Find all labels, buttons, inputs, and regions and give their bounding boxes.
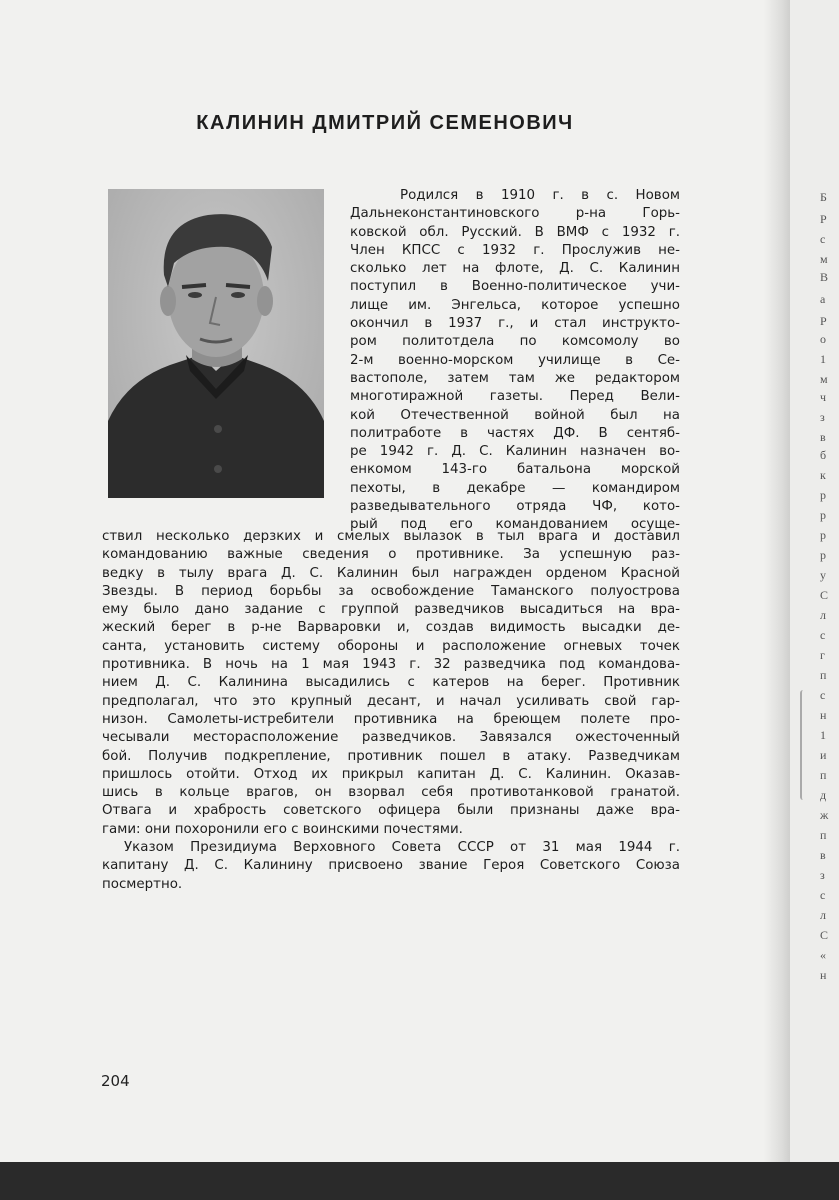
adjacent-page-fragment: С	[820, 588, 829, 602]
adjacent-page-fragment: Б	[820, 190, 827, 204]
biography-column	[350, 187, 680, 535]
text-line: ром политотдела по комсомолу во	[350, 334, 680, 350]
adjacent-page-fragment: р	[820, 548, 826, 562]
adjacent-page-fragment: н	[820, 708, 827, 722]
text-line: командованию важные сведения о противнике. За успешную раз-	[102, 547, 680, 563]
adjacent-page-fragment: ж	[820, 808, 829, 822]
text-line: енкомом 143-го батальона морской	[350, 462, 680, 478]
adjacent-page-fragment: з	[820, 868, 825, 882]
text-line: вастополе, затем там же редактором	[350, 370, 680, 386]
text-line: пехоты, в декабре — командиром	[350, 480, 680, 496]
adjacent-page-fragment: С	[820, 928, 829, 942]
adjacent-page-fragment: р	[820, 508, 826, 522]
adjacent-page-fragment: о	[820, 332, 826, 346]
adjacent-page-fragment: б	[820, 448, 827, 462]
adjacent-page-fragment: з	[820, 410, 825, 424]
text-line: кой Отечественной войной был на	[350, 407, 680, 423]
text-line: окончил в 1937 г., и стал инструкто-	[350, 316, 680, 332]
adjacent-page-edge	[790, 0, 839, 1162]
text-line: сколько лет на флоте, Д. С. Калинин	[350, 261, 680, 277]
adjacent-page-fragment: 1	[820, 728, 826, 742]
adjacent-page-fragment: Р	[820, 212, 827, 226]
adjacent-page-fragment: м	[820, 252, 828, 266]
adjacent-page-fragment: г	[820, 648, 825, 662]
text-line: ре 1942 г. Д. С. Калинин назначен во-	[350, 444, 680, 460]
text-line: чесывали месторасположение разведчиков. Завязался ожесточенный	[102, 730, 680, 746]
adjacent-page-fragment: Р	[820, 314, 827, 328]
book-gutter	[764, 0, 790, 1170]
adjacent-page-fragment: с	[820, 688, 826, 702]
adjacent-page-fragment: к	[820, 468, 826, 482]
decree-line: Указом Президиума Верховного Совета СССР от 31 мая 1944 г.	[124, 840, 680, 856]
page-number: 204	[101, 1072, 130, 1090]
adjacent-page-fragment: а	[820, 292, 826, 306]
adjacent-page-fragment: п	[820, 828, 827, 842]
adjacent-page-fragment: у	[820, 568, 826, 582]
adjacent-page-fragment: н	[820, 968, 827, 982]
text-line: ковской обл. Русский. В ВМФ с 1932 г.	[350, 224, 680, 240]
text-line: лище им. Энгельса, которое успешно	[350, 297, 680, 313]
text-line: разведывательного отряда ЧФ, кото-	[350, 499, 680, 515]
text-line: многотиражной газеты. Перед Вели-	[350, 389, 680, 405]
text-line: Отвага и храбрость советского офицера были признаны даже вра-	[102, 803, 680, 819]
adjacent-page-fragment: м	[820, 372, 828, 386]
text-line: ведку в тылу врага Д. С. Калинин был награжден орденом Красной	[102, 565, 680, 581]
adjacent-page-fragment: 1	[820, 352, 826, 366]
text-line: санта, установить систему обороны и расположение огневых точек	[102, 638, 680, 654]
text-line: политработе в частях ДФ. В сентяб-	[350, 425, 680, 441]
text-line: низон. Самолеты-истребители противника на бреющем полете про-	[102, 711, 680, 727]
text-line: 2-м военно-морском училище в Се-	[350, 352, 680, 368]
decree-line: посмертно.	[102, 876, 183, 892]
adjacent-page-fragment: и	[820, 748, 827, 762]
adjacent-page-fragment: «	[820, 948, 826, 962]
text-line: шись в кольце врагов, он взорвал себя противотанковой гранатой.	[102, 785, 680, 801]
text-line: нием Д. С. Калинина высадились с катеров на берег. Противник	[102, 675, 680, 691]
text-line: Член КПСС с 1932 г. Прослужив не-	[350, 242, 680, 258]
adjacent-page-fragment: с	[820, 888, 826, 902]
adjacent-page-fragment: В	[820, 270, 829, 284]
text-line: Звезды. В период борьбы за освобождение Таманского полуострова	[102, 583, 680, 599]
adjacent-page-fragment: л	[820, 608, 826, 622]
margin-mark	[800, 690, 806, 800]
adjacent-page-fragment: ч	[820, 390, 827, 404]
text-line: противника. В ночь на 1 мая 1943 г. 32 разведчика под командова-	[102, 657, 680, 673]
text-line: предполагал, что это крупный десант, и начал усиливать свой гар-	[102, 693, 680, 709]
decree-line: капитану Д. С. Калинину присвоено звание Героя Советского Союза	[102, 858, 680, 874]
page-title: КАЛИНИН ДМИТРИЙ СЕМЕНОВИЧ	[196, 112, 574, 134]
text-line: ему было дано задание с группой разведчиков высадиться на вра-	[102, 602, 680, 618]
text-line: поступил в Военно-политическое учи-	[350, 279, 680, 295]
portrait-illustration	[108, 189, 324, 498]
adjacent-page-fragment: п	[820, 768, 827, 782]
portrait-photo	[108, 189, 324, 498]
text-line: пришлось отойти. Отход их прикрыл капитан Д. С. Калинин. Оказав-	[102, 766, 680, 782]
adjacent-page-fragment: с	[820, 232, 826, 246]
text-line: Дальнеконстантиновского р-на Горь-	[350, 206, 680, 222]
adjacent-page-fragment: с	[820, 628, 826, 642]
text-line: жеский берег в р-не Варваровки и, создав видимость высадки де-	[102, 620, 680, 636]
biography-full-width	[102, 528, 680, 894]
text-line: Родился в 1910 г. в с. Новом	[400, 188, 680, 203]
adjacent-page-fragment: р	[820, 528, 826, 542]
scan-bottom-edge	[0, 1162, 839, 1200]
adjacent-page-fragment: д	[820, 788, 827, 802]
adjacent-page-fragment: в	[820, 848, 826, 862]
text-line: рый под его командованием осуще-	[350, 517, 680, 533]
adjacent-page-fragment: р	[820, 488, 826, 502]
text-line: бой. Получив подкрепление, противник пошел в атаку. Разведчикам	[102, 748, 680, 764]
adjacent-page-fragment: л	[820, 908, 826, 922]
text-line: ствил несколько дерзких и смелых вылазок в тыл врага и доставил	[102, 529, 680, 544]
text-line: гами: они похоронили его с воинскими почестями.	[102, 821, 463, 837]
adjacent-page-fragment: п	[820, 668, 827, 682]
adjacent-page-fragment: в	[820, 430, 826, 444]
